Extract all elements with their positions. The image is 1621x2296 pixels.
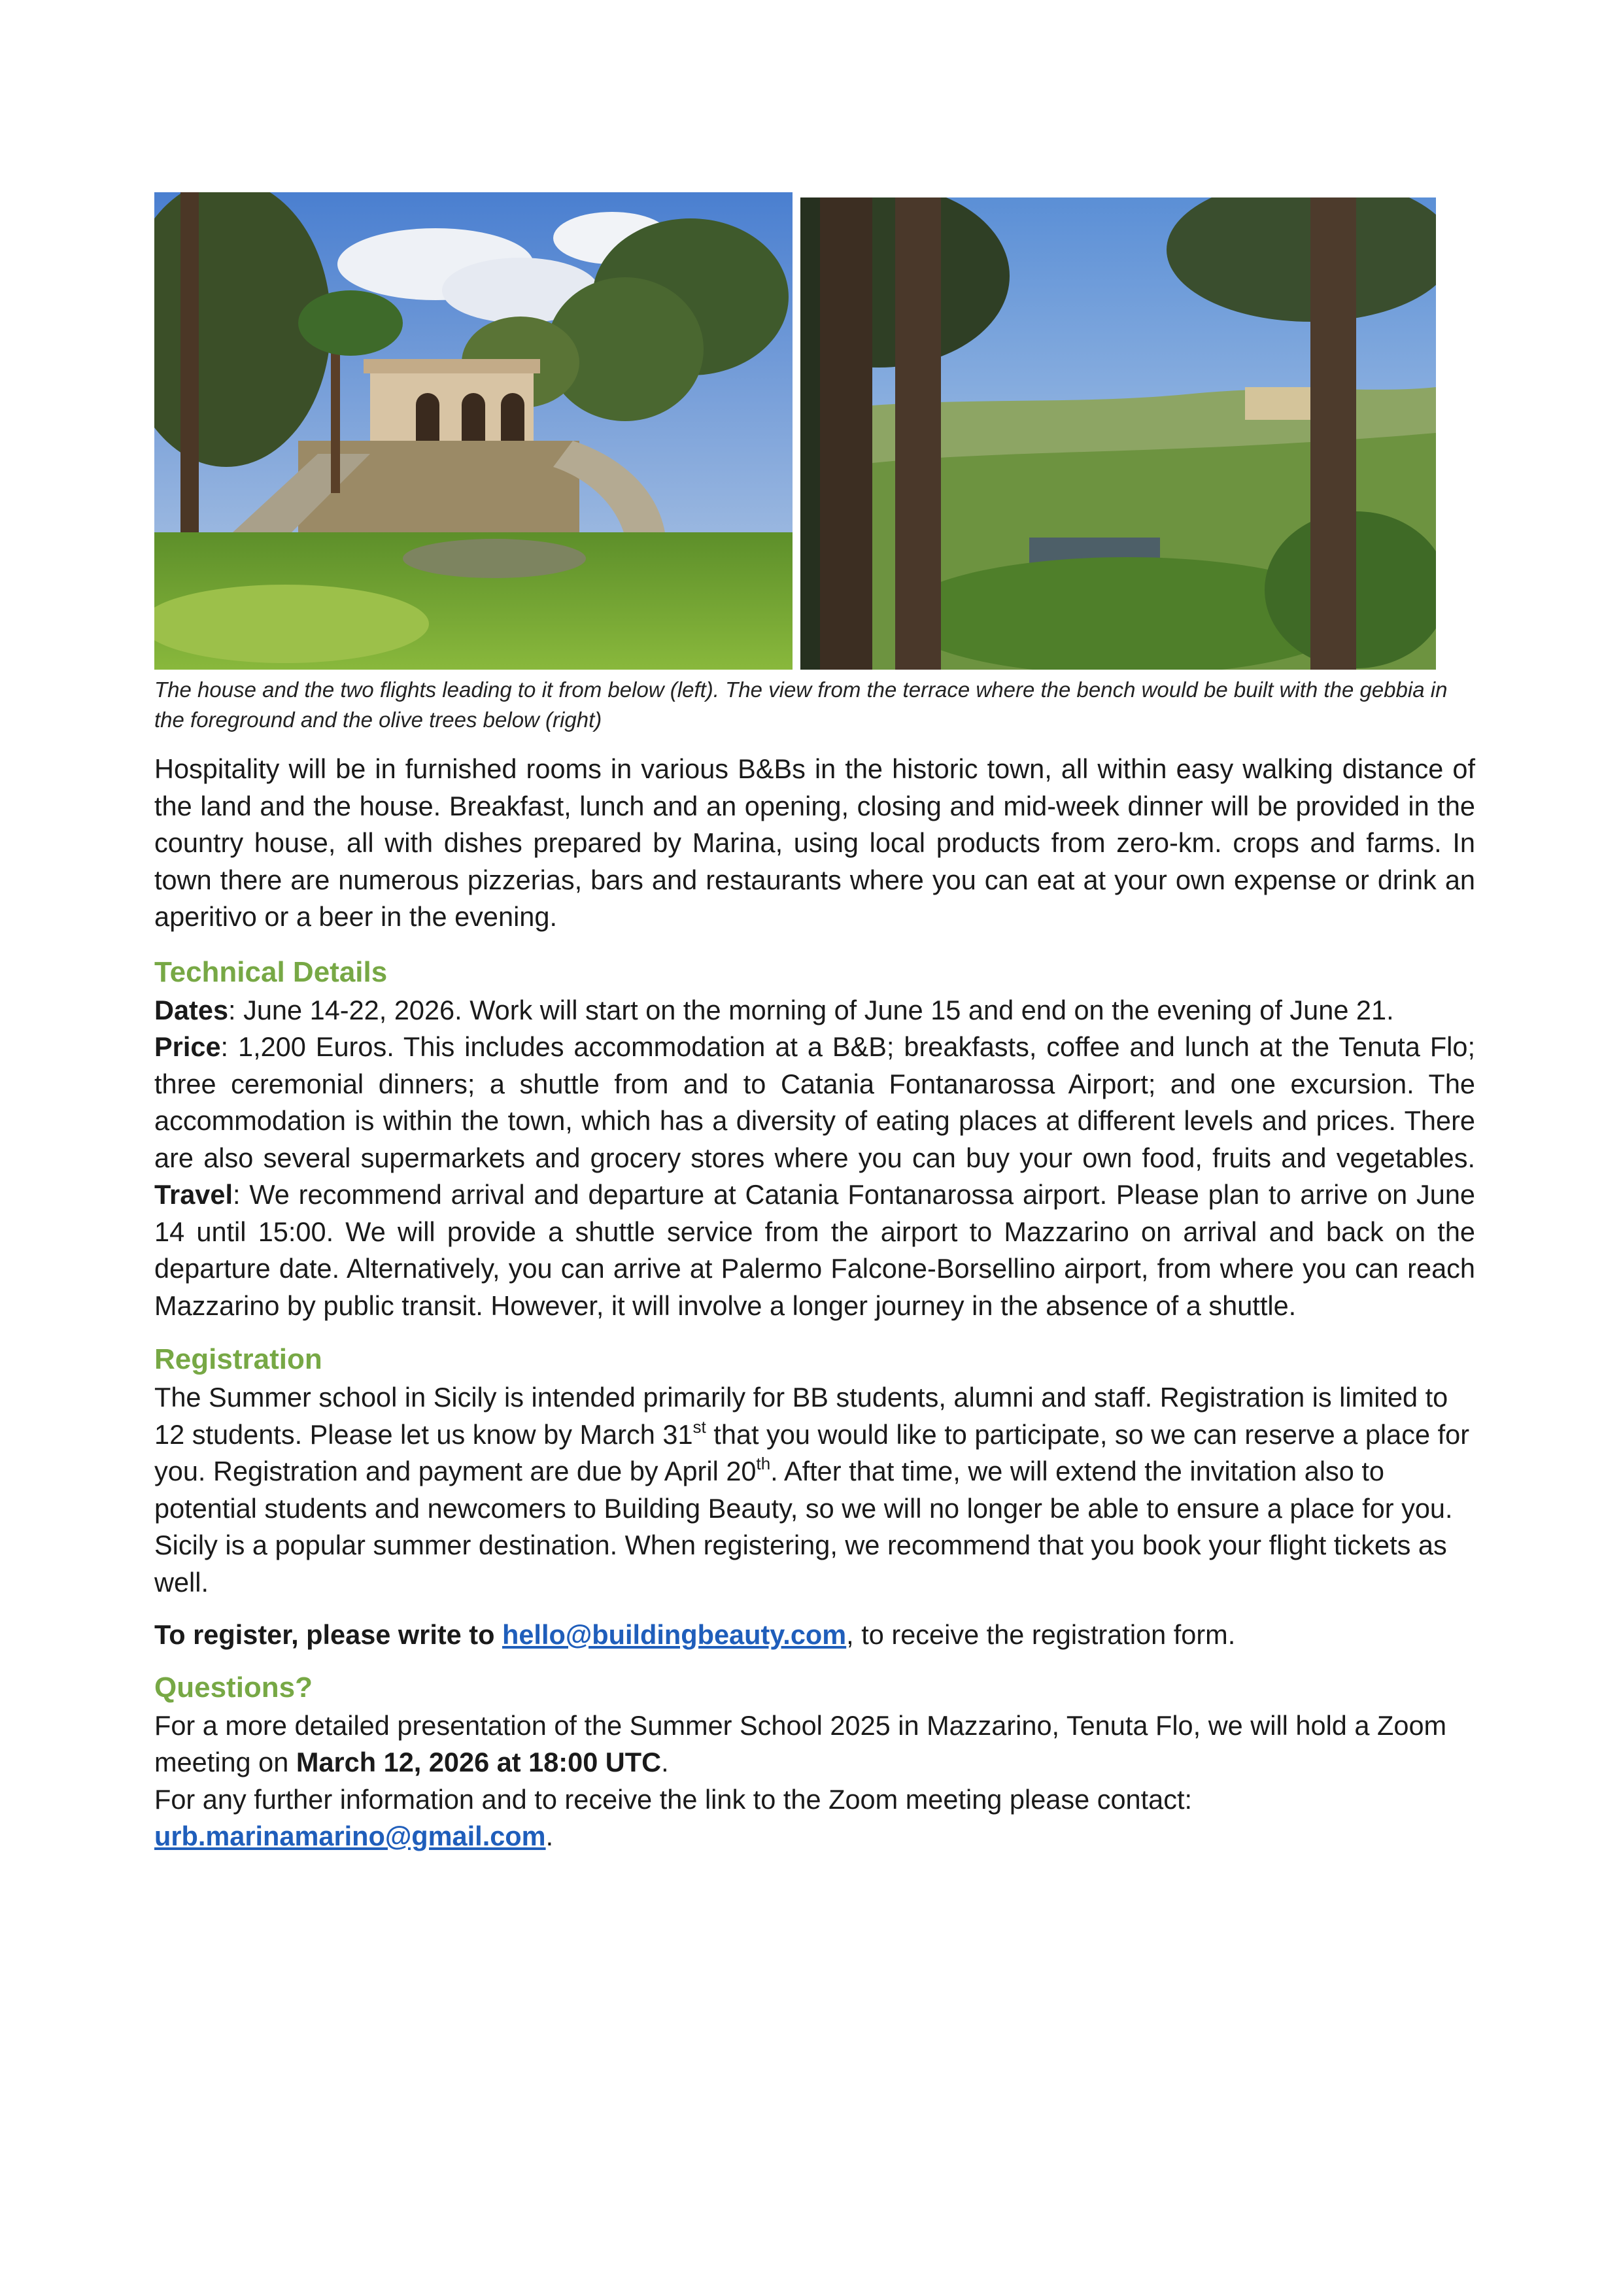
document-page — [154, 192, 1475, 1855]
registration-text-3: . After that time, we will extend the invitation also to potential students and newcomers to Building Beauty, so we will no longer be able to ensure a place for you. Sicily is a popular summer destination. When registering, we recommend that you book your flight tickets as well. — [154, 1456, 1453, 1598]
house-stairs-photo — [154, 192, 793, 670]
terrace-view-image — [800, 197, 1436, 670]
register-rest-text: , to receive the registration form. — [846, 1619, 1236, 1650]
price-travel-paragraph — [154, 1029, 1475, 1324]
questions-heading: Questions? — [154, 1671, 313, 1704]
contact-email-line — [154, 1818, 1475, 1855]
technical-details-heading: Technical Details — [154, 955, 388, 988]
dates-paragraph — [154, 992, 1475, 1029]
photo-row — [154, 192, 1475, 671]
photo-caption: The house and the two flights leading to it from below (left). The view from the terrace where the bench would be built with the gebbia in the foreground and the olive trees below (right) — [154, 677, 1448, 732]
register-email-link[interactable]: hello@buildingbeauty.com — [502, 1619, 847, 1650]
register-instruction — [154, 1617, 1475, 1654]
questions-text-2: . — [661, 1747, 669, 1777]
dates-text: : June 14-22, 2026. Work will start on the morning of June 15 and end on the evening of June 21. — [228, 994, 1394, 1025]
registration-heading: Registration — [154, 1343, 322, 1375]
superscript-th: th — [756, 1454, 771, 1473]
registration-paragraph — [154, 1379, 1475, 1601]
contact-email-link[interactable]: urb.marinamarino@gmail.com — [154, 1821, 546, 1851]
registration-text-2: that you would like to participate, so we can reserve a place for you. Registration and payment are due by April 20 — [154, 1418, 1470, 1486]
questions-text-1: For a more detailed presentation of the Summer School 2025 in Mazzarino, Tenuta Flo, we will hold a Zoom meeting on — [154, 1709, 1447, 1777]
price-label: Price — [154, 1031, 221, 1062]
travel-label: Travel — [154, 1179, 233, 1210]
register-bold-text: To register, please write to — [154, 1619, 502, 1650]
registration-text-1: The Summer school in Sicily is intended primarily for BB students, alumni and staff. Registration is limited to 12 students. Please let us know by March 31 — [154, 1382, 1448, 1450]
price-text: : 1,200 Euros. This includes accommodation at a B&B; breakfasts, coffee and lunch at the Tenuta Flo; three ceremonial dinners; a shuttle from and to Catania Fontanarossa Airport; and one excursion. The accommodation is within the town, which has a diversity of eating places at different levels and prices. There are also several supermarkets and grocery stores where you can buy your own food, fruits and vegetables. — [154, 1031, 1475, 1173]
superscript-st: st — [692, 1416, 706, 1437]
contact-paragraph: For any further information and to receive the link to the Zoom meeting please contact: — [154, 1783, 1193, 1815]
dates-label: Dates — [154, 994, 229, 1025]
travel-text: : We recommend arrival and departure at Catania Fontanarossa airport. Please plan to arrive on June 14 until 15:00. We will provide a shuttle service from the airport to Mazzarino on arrival and back on the departure date. Alternatively, you can arrive at Palermo Falcone-Borsellino airport, from where you can reach Mazzarino by public transit. However, it will involve a longer journey in the absence of a shuttle. — [154, 1179, 1475, 1321]
hospitality-paragraph: Hospitality will be in furnished rooms in various B&Bs in the historic town, all within easy walking distance of the land and the house. Breakfast, lunch and an opening, closing and mid-week dinner will be provided in the country house, all with dishes prepared by Marina, using local products from zero-km. crops and farms. In town there are numerous pizzerias, bars and restaurants where you can eat at your own expense or drink an aperitivo or a beer in the evening. — [154, 753, 1475, 932]
questions-paragraph — [154, 1707, 1475, 1781]
meeting-date-bold: March 12, 2026 at 18:00 UTC — [296, 1747, 662, 1777]
terrace-view-photo — [800, 197, 1436, 670]
contact-end: . — [545, 1821, 554, 1851]
house-stairs-image — [154, 192, 793, 670]
